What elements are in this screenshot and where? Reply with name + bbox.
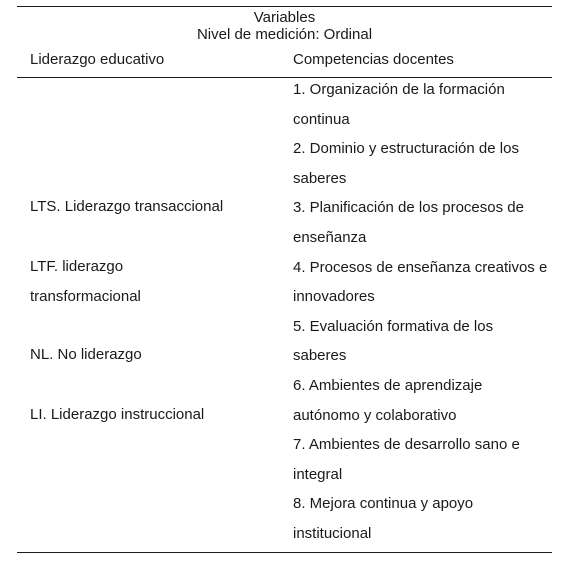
list-item: 8. Mejora continua y apoyo institucional	[293, 495, 474, 542]
list-item: 1. Organización de la formación continua	[293, 81, 505, 128]
column-header-liderazgo: Liderazgo educativo	[30, 51, 165, 68]
left-item-li: LI. Liderazgo instruccional	[30, 406, 205, 423]
column-header-competencias: Competencias docentes	[293, 51, 454, 68]
table-title: Variables	[253, 9, 316, 26]
bottom-rule	[17, 552, 552, 553]
list-item: 7. Ambientes de desarrollo sano e integral	[293, 436, 520, 483]
list-item: 2. Dominio y estructuración de los saberes	[293, 140, 519, 187]
table-subtitle: Nivel de medición: Ordinal	[196, 26, 373, 43]
left-item-nl: NL. No liderazgo	[30, 346, 142, 363]
left-item-lts: LTS. Liderazgo transaccional	[30, 198, 224, 215]
competencias-list	[293, 75, 548, 549]
list-item: 4. Procesos de enseñanza creativos e innovadores	[293, 258, 548, 306]
top-rule	[17, 6, 552, 7]
list-item: 5. Evaluación formativa de los saberes	[293, 317, 494, 365]
left-item-ltf: LTF. liderazgo transformacional	[30, 258, 141, 305]
list-item: 3. Planificación de los procesos de enseñanza	[293, 199, 524, 246]
list-item: 6. Ambientes de aprendizaje autónomo y colaborativo	[293, 376, 483, 424]
variables-table	[17, 6, 552, 554]
